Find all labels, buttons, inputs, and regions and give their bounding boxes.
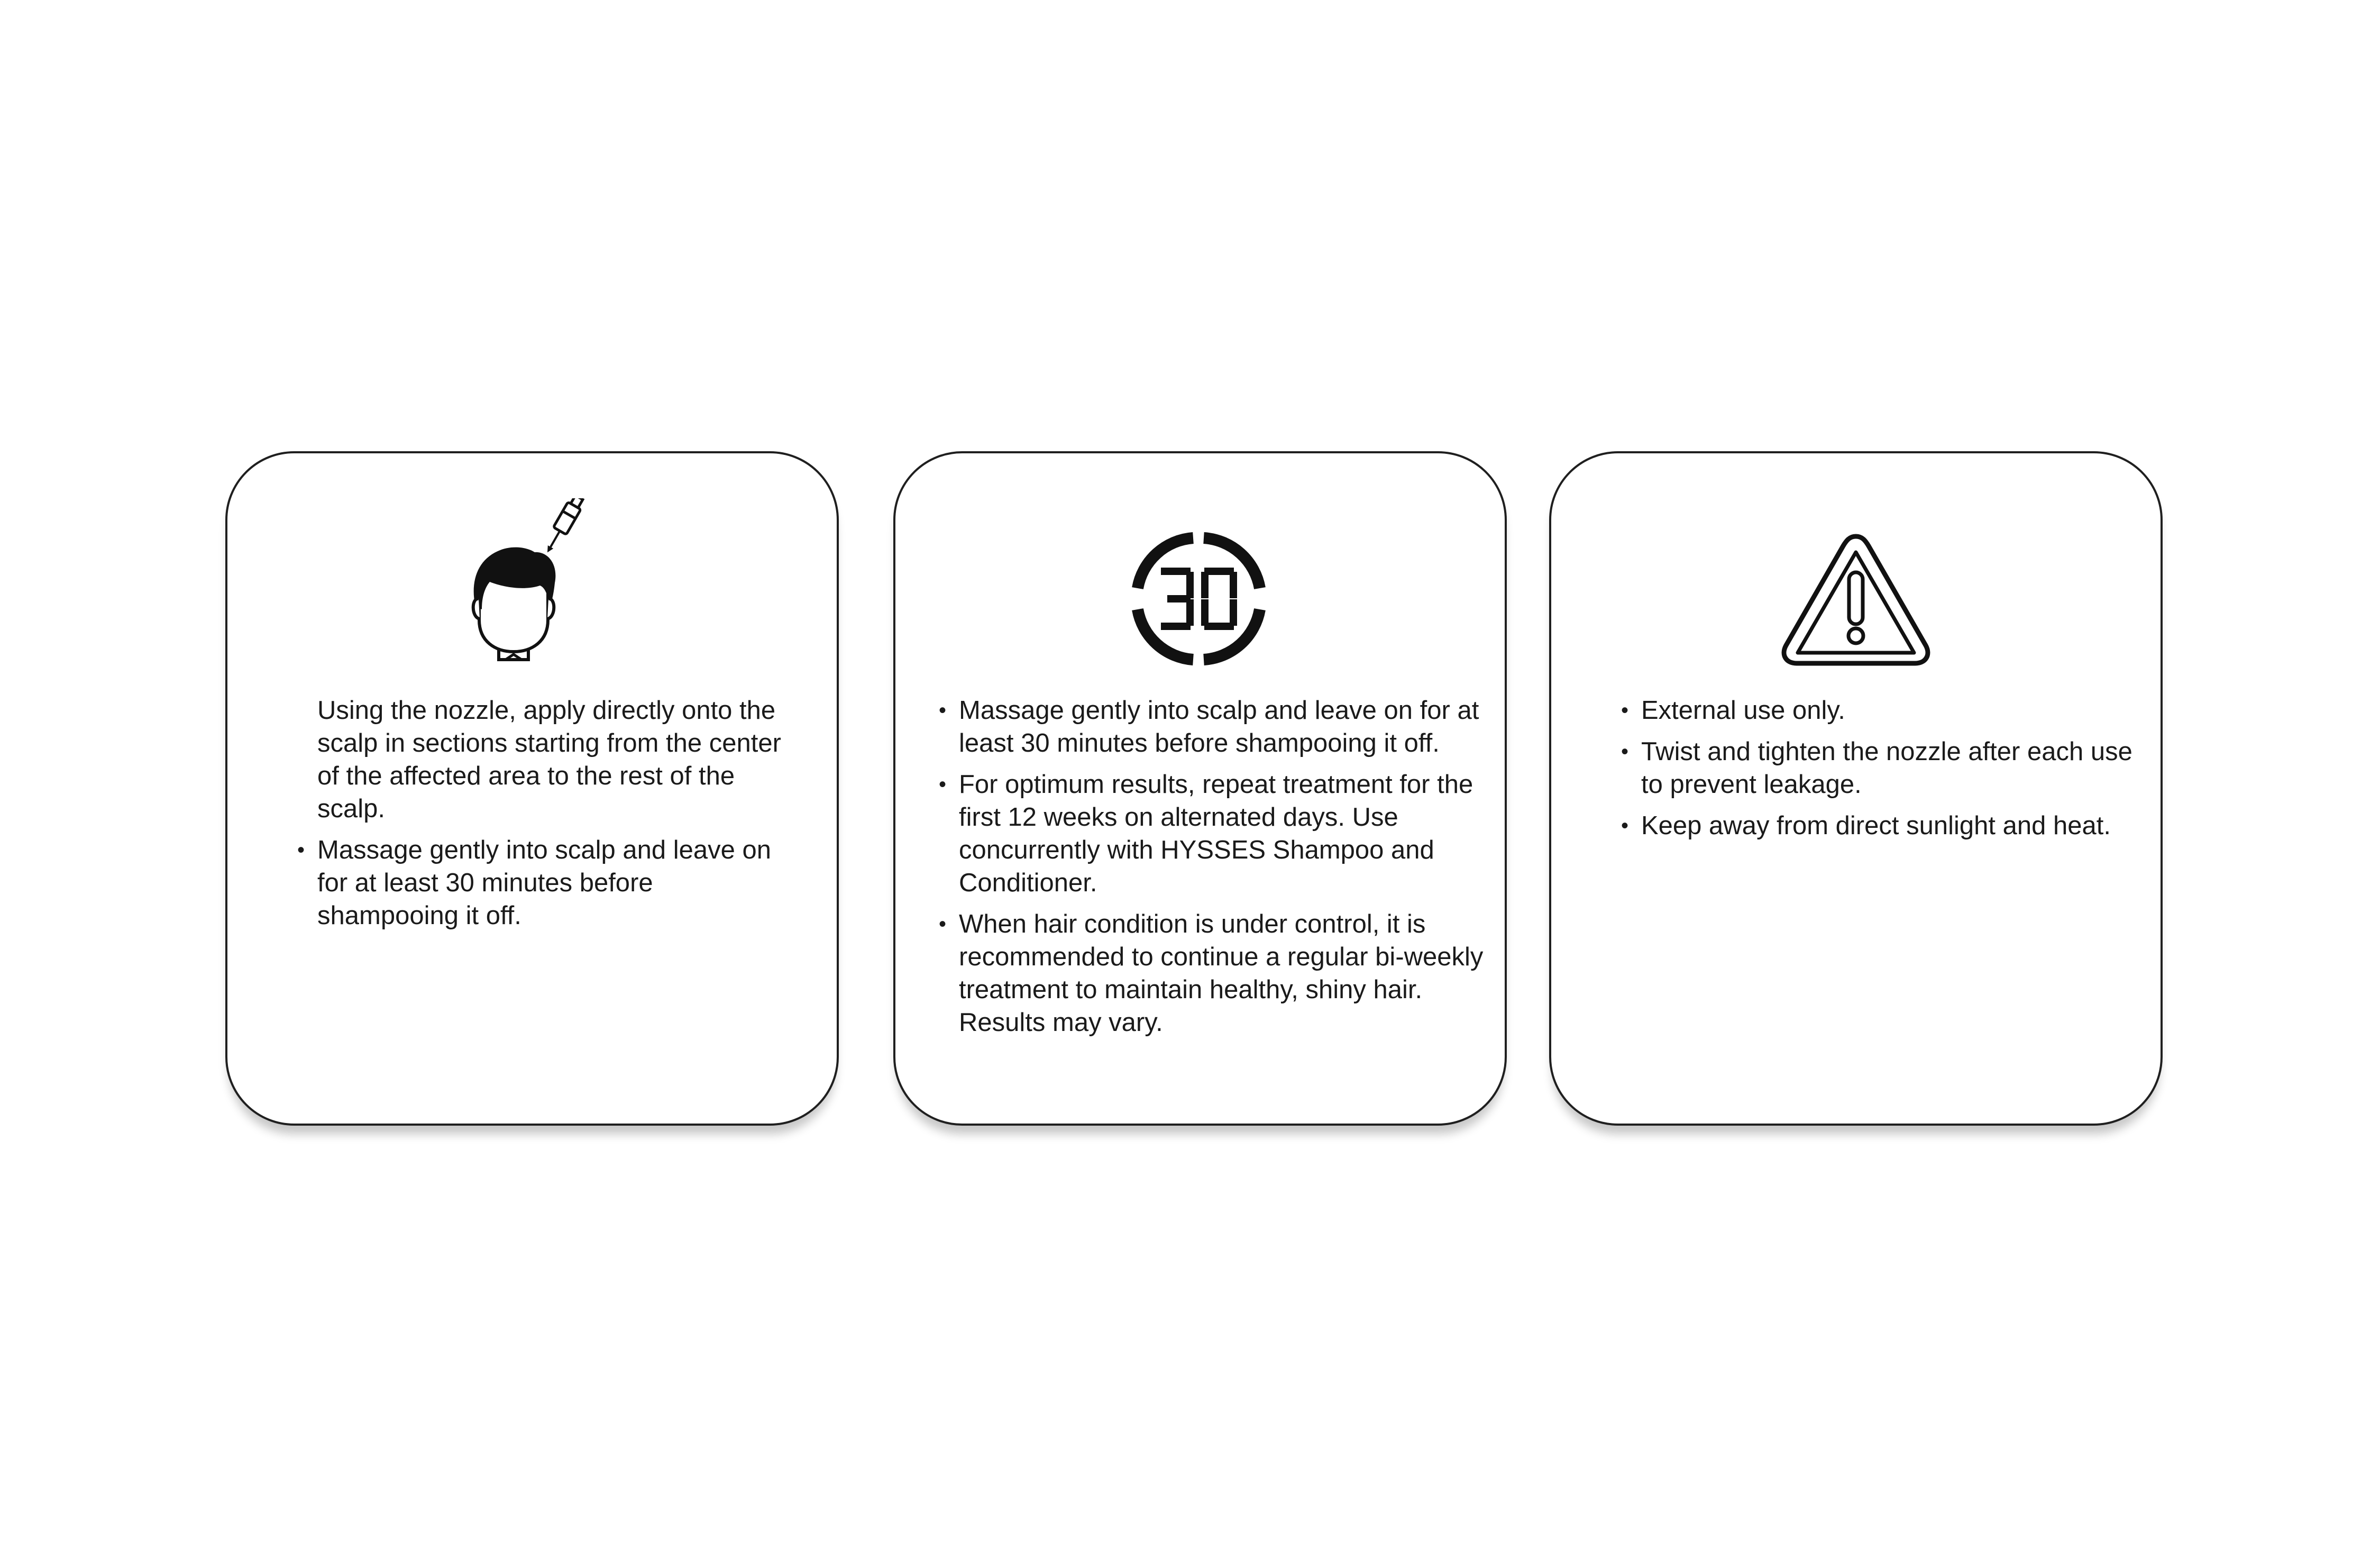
treatment-bullet-list (939, 694, 1493, 1039)
bullet-icon: • (1621, 814, 1629, 837)
head-nozzle-icon-wrap (227, 498, 837, 668)
caution-instructions (1621, 694, 2149, 851)
list-item-text: When hair condition is under control, it is recommended to continue a regular bi-weekly treatment to maintain healthy, shiny hair. Results may vary. (959, 910, 1484, 1037)
bullet-icon: • (297, 838, 305, 862)
warning-icon-wrap (1551, 498, 2161, 668)
bullet-icon: • (939, 912, 947, 936)
bullet-icon: • (939, 699, 947, 722)
caution-card (1549, 451, 2163, 1126)
list-item-text: Massage gently into scalp and leave on for at least 30 minutes before shampooing it off. (959, 696, 1479, 757)
bullet-icon: • (939, 773, 947, 796)
treatment-card (893, 451, 1507, 1126)
list-item (1621, 809, 2149, 842)
application-card (225, 451, 839, 1126)
application-intro: Using the nozzle, apply directly onto the scalp in sections starting from the center of the affected area to the rest of the scalp. (317, 696, 781, 823)
timer-icon-wrap (895, 498, 1505, 668)
list-item-text: Twist and tighten the nozzle after each use to prevent leakage. (1641, 737, 2132, 799)
application-bullet-list (297, 834, 793, 932)
list-item-text: For optimum results, repeat treatment for the first 12 weeks on alternated days. Use concurrently with HYSSES Shampoo and Conditioner. (959, 770, 1473, 897)
application-instructions (297, 694, 793, 941)
list-item-text: Keep away from direct sunlight and heat. (1641, 811, 2111, 840)
list-item (939, 908, 1493, 1039)
list-item (1621, 735, 2149, 801)
list-item-text: Massage gently into scalp and leave on for at least 30 minutes before shampooing it off. (317, 836, 772, 930)
caution-bullet-list (1621, 694, 2149, 842)
head-nozzle-icon (461, 498, 603, 668)
list-item (297, 834, 793, 932)
timer-30-icon (1129, 530, 1271, 668)
list-item (939, 694, 1493, 760)
bullet-icon: • (1621, 740, 1629, 763)
warning-triangle-icon (1777, 530, 1935, 668)
list-item (939, 768, 1493, 899)
bullet-icon: • (1621, 699, 1629, 722)
treatment-instructions (939, 694, 1493, 1047)
list-item-text: External use only. (1641, 696, 1845, 725)
list-item (1621, 694, 2149, 727)
